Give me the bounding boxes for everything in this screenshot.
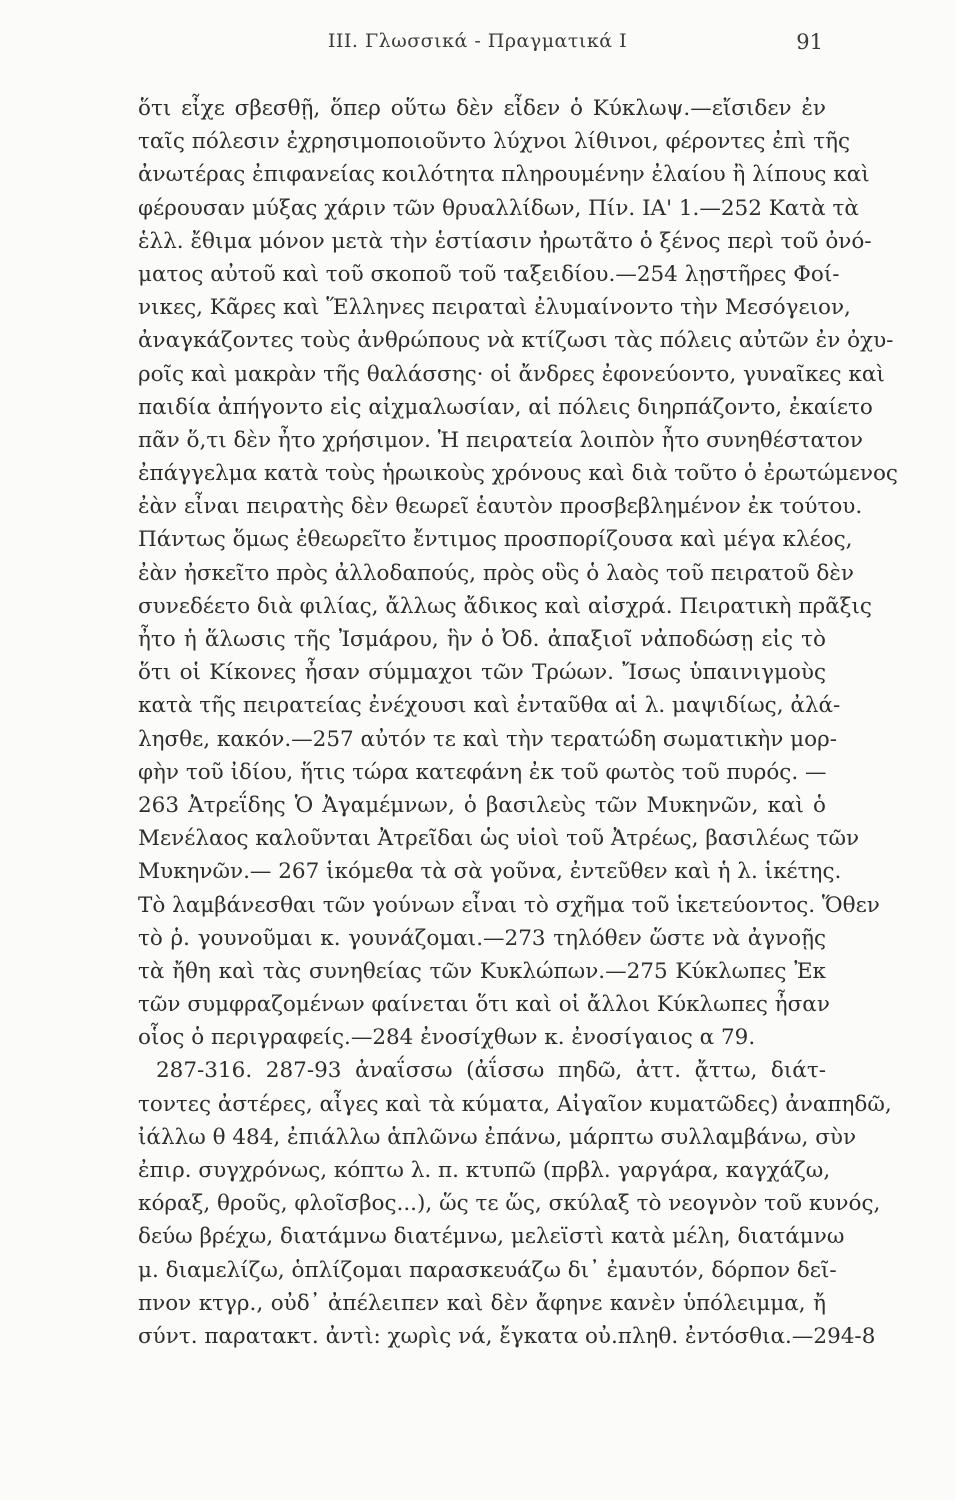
text-line: ἀναγκάζοντες τοὺς ἀνθρώπους νὰ κτίζωσι τὰς πόλεις αὐτῶν ἐν ὀχυ- [138,328,894,354]
text-line: οἷος ὁ περιγραφείς.—284 ἐνοσίχθων κ. ἐνοσίγαιος α 79. [138,1025,756,1051]
text-line: ματος αὐτοῦ καὶ τοῦ σκοποῦ τοῦ ταξειδίου.—254 λῃστῆρες Φοί- [138,261,840,287]
text-line: ὅτι εἶχε σβεσθῇ, ὅπερ οὕτω δὲν εἶδεν ὁ Κύκλωψ.—εἴσιδεν ἐν [138,96,826,121]
page-number: 91 [796,30,823,54]
page-header [0,30,955,60]
text-line: κόραξ, θροῦς, φλοῖσβος...), ὥς τε ὥς, σκύλαξ τὸ νεογνὸν τοῦ κυνός, [138,1191,881,1217]
text-line: πᾶν ὅ,τι δὲν ἦτο χρήσιμον. Ἡ πειρατεία λοιπὸν ἦτο συνηθέστατον [138,427,863,453]
text-line: φέρουσαν μύξας χάριν τῶν θρυαλλίδων, Πίν. ΙΑ' 1.—252 Κατὰ τὰ [138,195,859,221]
text-line: σύντ. παρατακτ. ἀντὶ: χωρὶς νά, ἔγκατα οὐ.πληθ. ἐντόσθια.—294-8 [138,1323,876,1349]
text-line: ἐὰν εἶναι πειρατὴς δὲν θεωρεῖ ἑαυτὸν προσβεβλημένον ἐκ τούτου. [138,494,863,520]
text-line: 263 Ἀτρεΐδης Ὁ Ἀγαμέμνων, ὁ βασιλεὺς τῶν Μυκηνῶν, καὶ ὁ [138,792,826,818]
text-line: ἰάλλω θ 484, ἐπιάλλω ἁπλῶνω ἐπάνω, μάρπτω συλλαμβάνω, σὺν [138,1124,857,1150]
text-line: ἑλλ. ἔθιμα μόνον μετὰ τὴν ἑστίασιν ἠρωτᾶτο ὁ ξένος περὶ τοῦ ὀνό- [138,228,872,254]
text-line: Μενέλαος καλοῦνται Ἀτρεῖδαι ὡς υἱοὶ τοῦ Ἀτρέως, βασιλέως τῶν [138,826,860,852]
text-line: λησθε, κακόν.—257 αὐτόν τε καὶ τὴν τερατώδη σωματικὴν μορ- [138,726,837,752]
text-line: τοντες ἀστέρες, αἶγες καὶ τὰ κύματα, Αἰγαῖον κυματῶδες) ἀναπηδῶ, [138,1091,892,1117]
text-line: ἐπάγγελμα κατὰ τοὺς ἡρωικοὺς χρόνους καὶ διὰ τοῦτο ὁ ἐρωτώμενος [138,461,898,487]
text-line: δεύω βρέχω, διατάμνω διατέμνω, μελεϊστὶ κατὰ μέλη, διατάμνω [138,1224,845,1250]
text-line: τὸ ῥ. γουνοῦμαι κ. γουνάζομαι.—273 τηλόθεν ὥστε νὰ ἀγνοῇς [138,925,826,951]
text-line: μ. διαμελίζω, ὁπλίζομαι παρασκευάζω δι᾽ ἐμαυτόν, δόρπον δεῖ- [138,1257,837,1283]
text-line: ἦτο ἡ ἅλωσις τῆς Ἰσμάρου, ἣν ὁ Ὀδ. ἀπαξιοῖ νἀποδώσῃ εἰς τὸ [138,627,826,652]
text-line: πνον κτγρ., οὐδ᾽ ἀπέλειπεν καὶ δὲν ἄφηνε κανὲν ὑπόλειμμα, ἤ [138,1290,826,1316]
text-line: κατὰ τῆς πειρατείας ἐνέχουσι καὶ ἐνταῦθα αἱ λ. μαψιδίως, ἀλά- [138,693,841,719]
running-head: III. Γλωσσικά - Πραγματικά I [327,30,628,52]
text-line: Τὸ λαμβάνεσθαι τῶν γούνων εἶναι τὸ σχῆμα τοῦ ἱκετεύοντος. Ὅθεν [138,892,880,918]
text-line: Μυκηνῶν.— 267 ἱκόμεθα τὰ σὰ γοῦνα, ἐντεῦθεν καὶ ἡ λ. ἱκέτης. [138,859,842,885]
text-line: ἀνωτέρας ἐπιφανείας κοιλότητα πληρουμένην ἐλαίου ἢ λίπους καὶ [138,162,870,188]
body-text [138,92,898,1353]
text-line: τὰ ἤθη καὶ τὰς συνηθείας τῶν Κυκλώπων.—275 Κύκλωπες Ἐκ [138,958,826,984]
text-line: ταῖς πόλεσιν ἐχρησιμοποιοῦντο λύχνοι λίθινοι, φέροντες ἐπὶ τῆς [138,129,850,155]
text-line: ἐπιρ. συγχρόνως, κόπτω λ. π. κτυπῶ (πρβλ. γαργάρα, καγχάζω, [138,1158,831,1183]
text-line: ἐὰν ἠσκεῖτο πρὸς ἀλλοδαπούς, πρὸς οὓς ὁ λαὸς τοῦ πειρατοῦ δὲν [138,560,854,586]
text-line: Πάντως ὅμως ἐθεωρεῖτο ἔντιμος προσπορίζουσα καὶ μέγα κλέος, [138,527,853,553]
text-line: ὅτι οἱ Κίκονες ἦσαν σύμμαχοι τῶν Τρώων. Ἴσως ὑπαινιγμοὺς [138,660,826,686]
text-line: φὴν τοῦ ἰδίου, ἥτις τώρα κατεφάνη ἐκ τοῦ φωτὸς τοῦ πυρός. — [138,759,827,785]
text-line: ροῖς καὶ μακρὰν τῆς θαλάσσης· οἱ ἄνδρες ἐφονεύοντο, γυναῖκες καὶ [138,361,885,387]
text-line: νικες, Κᾶρες καὶ Ἕλληνες πειραταὶ ἐλυμαίνοντο τὴν Μεσόγειον, [138,295,851,321]
section-heading-line: 287-316. 287-93 ἀναΐσσω (ἀΐσσω πηδῶ, ἀττ. ᾄττω, διάτ- [156,1058,826,1084]
text-line: συνεδέετο διὰ φιλίας, ἄλλως ἄδικος καὶ αἰσχρά. Πειρατικὴ πρᾶξις [138,593,872,619]
text-line: τῶν συμφραζομένων φαίνεται ὅτι καὶ οἱ ἄλλοι Κύκλωπες ἦσαν [138,992,830,1018]
text-line: παιδία ἀπήγοντο εἰς αἰχμαλωσίαν, αἱ πόλεις διηρπάζοντο, ἐκαίετο [138,394,873,420]
